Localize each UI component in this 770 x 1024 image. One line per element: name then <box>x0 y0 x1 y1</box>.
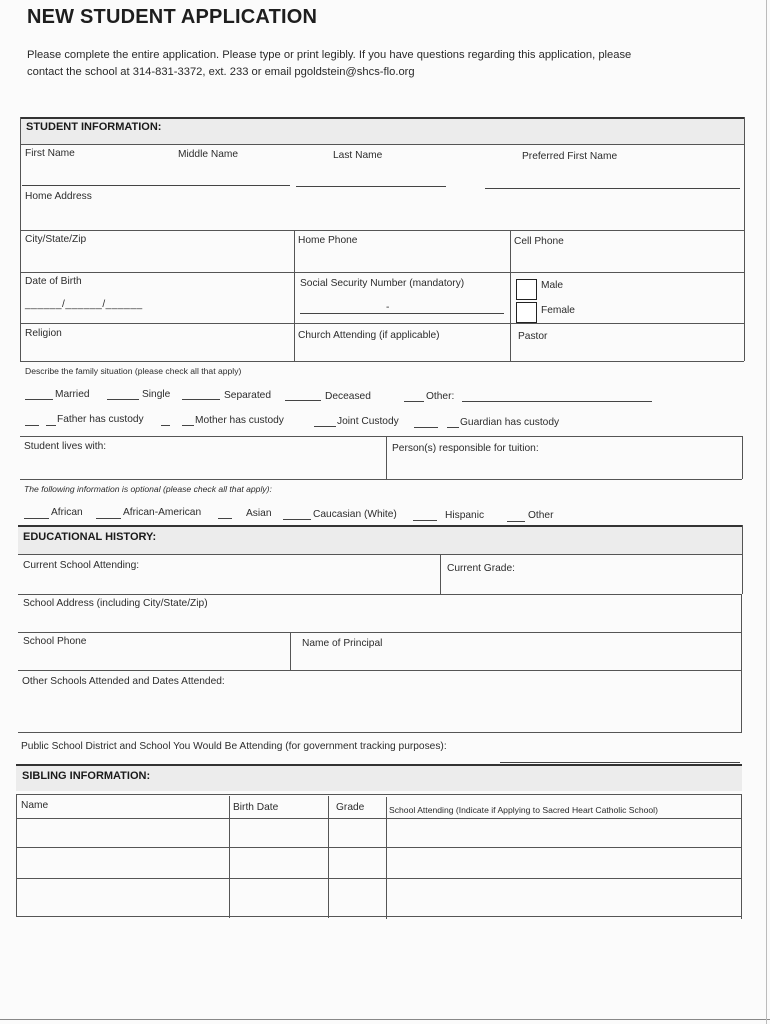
border-right <box>744 117 745 361</box>
intro-line-2: contact the school at 314-831-3372, ext. 233 or email pgoldstein@shcs-flo.org <box>27 66 415 78</box>
divider <box>20 436 742 437</box>
sibling-name-header: Name <box>21 800 49 811</box>
mother-custody-label: Mother has custody <box>195 415 284 426</box>
page-bottom-edge <box>0 1019 770 1020</box>
border-left <box>20 117 21 361</box>
table-row <box>16 818 741 819</box>
guardian-custody-label: Guardian has custody <box>460 417 560 428</box>
cell-phone-label: Cell Phone <box>514 236 564 247</box>
column-divider <box>229 796 230 918</box>
home-address-label: Home Address <box>25 191 92 202</box>
page-right-edge <box>766 0 767 1024</box>
asian-blank[interactable] <box>218 518 232 519</box>
dob-blank[interactable]: ______/______/______ <box>25 299 143 310</box>
table-row <box>16 847 741 848</box>
church-label: Church Attending (if applicable) <box>298 330 440 341</box>
divider <box>20 117 744 119</box>
column-divider <box>510 231 511 361</box>
last-name-line[interactable] <box>296 186 446 187</box>
public-district-label: Public School District and School You Would Be Attending (for government tracking purposes): <box>21 741 447 752</box>
divider <box>18 632 742 633</box>
divider <box>18 554 742 555</box>
divider <box>20 479 742 480</box>
divider <box>20 230 744 231</box>
divider <box>16 794 742 795</box>
home-phone-label: Home Phone <box>298 235 358 246</box>
table-row <box>16 916 741 917</box>
caucasian-label: Caucasian (White) <box>313 509 397 520</box>
border-right <box>742 554 743 594</box>
lives-with-label: Student lives with: <box>24 441 107 452</box>
other-ethnicity-blank[interactable] <box>507 521 525 522</box>
divider <box>20 323 744 324</box>
african-american-blank[interactable] <box>96 518 121 519</box>
other-line[interactable] <box>462 401 652 402</box>
school-address-label: School Address (including City/State/Zip) <box>23 598 208 609</box>
custody-blank[interactable] <box>182 425 194 426</box>
column-divider <box>386 436 387 479</box>
male-checkbox[interactable] <box>516 279 537 300</box>
border-right <box>741 794 742 919</box>
ssn-label: Social Security Number (mandatory) <box>300 278 465 289</box>
hispanic-label: Hispanic <box>445 510 485 521</box>
public-district-line[interactable] <box>500 762 740 763</box>
preferred-name-label: Preferred First Name <box>522 151 618 162</box>
married-label: Married <box>55 389 90 400</box>
border-right <box>742 525 743 555</box>
separated-blank[interactable] <box>182 399 220 400</box>
border-right <box>741 632 742 670</box>
last-name-label: Last Name <box>333 150 383 161</box>
student-info-heading: STUDENT INFORMATION: <box>26 121 162 133</box>
tuition-label: Person(s) responsible for tuition: <box>392 443 539 454</box>
hispanic-blank[interactable] <box>413 520 437 521</box>
column-divider <box>328 796 329 918</box>
deceased-blank[interactable] <box>285 400 321 401</box>
family-describe-label: Describe the family situation (please check all that apply) <box>25 366 242 376</box>
school-phone-label: School Phone <box>23 636 87 647</box>
african-american-label: African-American <box>123 507 202 518</box>
dob-label: Date of Birth <box>25 276 82 287</box>
deceased-label: Deceased <box>325 391 371 402</box>
column-divider <box>290 632 291 670</box>
preferred-name-line[interactable] <box>485 188 740 189</box>
divider <box>20 361 744 362</box>
married-blank[interactable] <box>25 399 53 400</box>
intro-text <box>27 47 747 81</box>
border-right <box>742 436 743 479</box>
other-blank[interactable] <box>404 401 424 402</box>
single-blank[interactable] <box>107 399 139 400</box>
female-checkbox[interactable] <box>516 302 537 323</box>
column-divider <box>386 797 387 919</box>
sibling-birth-date-header: Birth Date <box>233 802 279 813</box>
male-label: Male <box>541 280 564 291</box>
other-ethnicity-label: Other <box>528 510 554 521</box>
custody-blank[interactable] <box>46 425 56 426</box>
custody-blank[interactable] <box>25 425 39 426</box>
custody-blank[interactable] <box>161 425 170 426</box>
current-grade-label: Current Grade: <box>447 563 515 574</box>
custody-blank[interactable] <box>447 427 459 428</box>
pastor-label: Pastor <box>518 331 548 342</box>
page-title: NEW STUDENT APPLICATION <box>27 6 318 28</box>
asian-label: Asian <box>246 508 272 519</box>
first-name-label: First Name <box>25 148 75 159</box>
separated-label: Separated <box>224 390 272 401</box>
table-row <box>16 878 741 879</box>
border-right <box>741 594 742 632</box>
education-heading: EDUCATIONAL HISTORY: <box>23 531 157 543</box>
sibling-heading: SIBLING INFORMATION: <box>22 770 151 782</box>
sibling-school-header: School Attending (Indicate if Applying to Sacred Heart Catholic School) <box>389 805 658 815</box>
current-school-label: Current School Attending: <box>23 560 140 571</box>
sibling-grade-header: Grade <box>336 802 365 813</box>
female-label: Female <box>541 305 575 316</box>
column-divider <box>294 230 295 361</box>
divider <box>18 732 742 733</box>
first-middle-name-line[interactable] <box>22 185 290 186</box>
border-right <box>741 670 742 732</box>
african-blank[interactable] <box>24 518 49 519</box>
optional-note: The following information is optional (please check all that apply): <box>24 484 272 494</box>
divider <box>18 594 742 595</box>
single-label: Single <box>142 389 171 400</box>
city-state-zip-label: City/State/Zip <box>25 234 87 245</box>
custody-blank[interactable] <box>314 426 336 427</box>
caucasian-blank[interactable] <box>283 519 311 520</box>
father-custody-label: Father has custody <box>57 414 144 425</box>
ssn-line[interactable] <box>300 313 504 314</box>
divider <box>20 144 744 145</box>
divider <box>16 764 742 766</box>
column-divider <box>440 554 441 594</box>
custody-blank[interactable] <box>414 427 438 428</box>
other-schools-label: Other Schools Attended and Dates Attended: <box>22 676 225 687</box>
divider <box>20 272 744 273</box>
divider <box>18 670 742 671</box>
principal-label: Name of Principal <box>302 638 383 649</box>
african-label: African <box>51 507 83 518</box>
other-label: Other: <box>426 391 455 402</box>
intro-line-1: Please complete the entire application. Please type or print legibly. If you have questions regarding this application, please <box>27 49 632 61</box>
religion-label: Religion <box>25 328 62 339</box>
border-left <box>16 794 17 916</box>
middle-name-label: Middle Name <box>178 149 239 160</box>
divider <box>18 525 742 527</box>
joint-custody-label: Joint Custody <box>337 416 399 427</box>
ssn-dash: - <box>386 302 390 313</box>
